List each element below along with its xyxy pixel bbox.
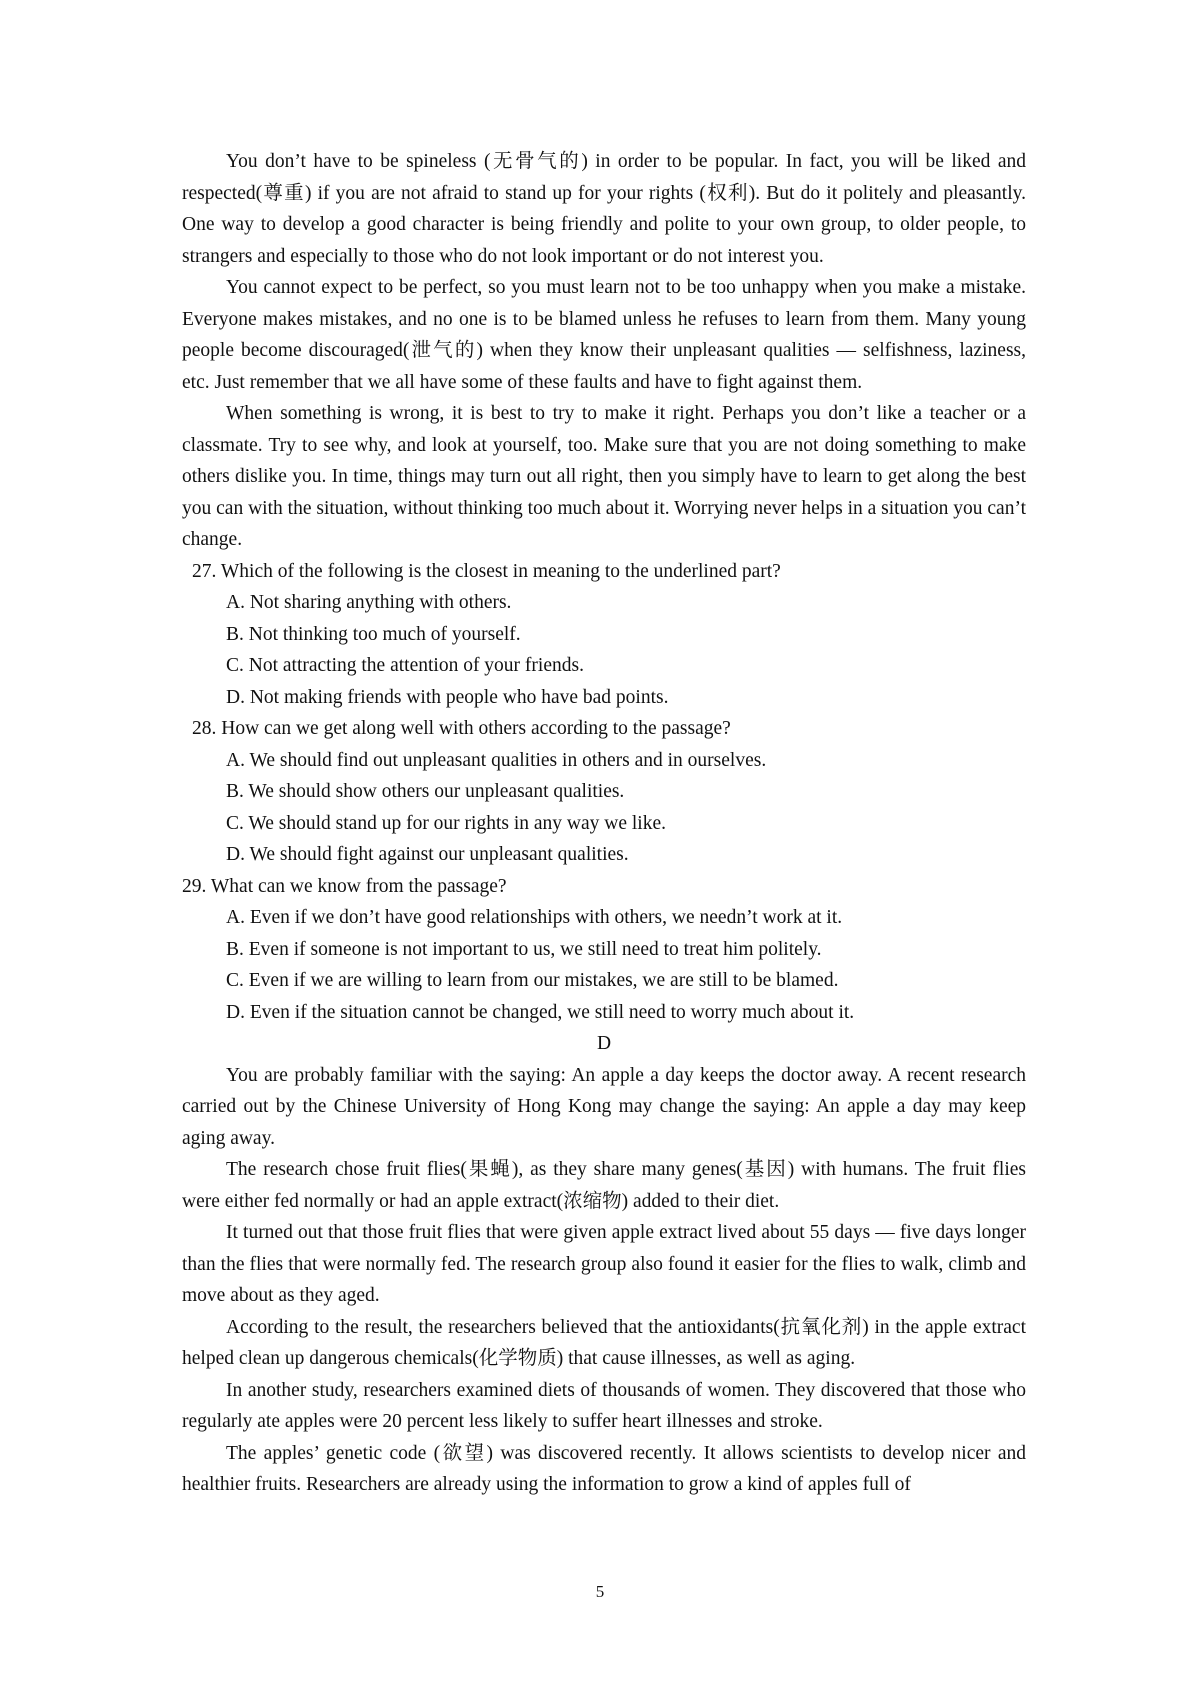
question-stem: 27. Which of the following is the closest in meaning to the underlined part? — [192, 560, 781, 582]
answer-option-a: A. Even if we don’t have good relationships with others, we needn’t work at it. — [226, 907, 843, 928]
passage-paragraph: You cannot expect to be perfect, so you must learn not to be too unhappy when you make a mistake. Everyone makes mistakes, and no one is to be blamed unless he refuses to learn from them. Many young people become discouraged(泄气的) when they know their unpleasant qualities — selfishness, laziness, etc. Just remember that we all have some of these faults and have to fight against them. — [182, 277, 1026, 393]
question-stem: 28. How can we get along well with others according to the passage? — [192, 718, 731, 739]
section-heading: D — [596, 1033, 612, 1054]
answer-option-a: A. We should find out unpleasant qualities in others and in ourselves. — [226, 749, 767, 771]
answer-option-d: D. Not making friends with people who have bad points. — [226, 686, 669, 708]
answer-option-b: B. Even if someone is not important to us, we still need to treat him politely. — [226, 938, 822, 960]
passage-paragraph: The research chose fruit flies(果蝇), as they share many genes(基因) with humans. The fruit flies were either fed normally or had an apple extract(浓缩物) added to their diet. — [182, 1159, 1026, 1212]
question-stem: 29. What can we know from the passage? — [182, 875, 507, 897]
answer-option-b: B. Not thinking too much of yourself. — [226, 623, 521, 645]
answer-option-c: C. Even if we are willing to learn from our mistakes, we are still to be blamed. — [226, 970, 839, 991]
answer-option-c: C. Not attracting the attention of your friends. — [226, 655, 584, 676]
question-27 — [182, 556, 1026, 714]
answer-option-c: C. We should stand up for our rights in any way we like. — [226, 812, 667, 834]
exam-page-body — [182, 146, 1026, 1501]
passage-paragraph: You are probably familiar with the saying: An apple a day keeps the doctor away. A recent research carried out by the Chinese University of Hong Kong may change the saying: An apple a day may keep aging away. — [182, 1064, 1026, 1149]
answer-option-d: D. We should fight against our unpleasant qualities. — [226, 844, 629, 865]
passage-paragraph: According to the result, the researchers believed that the antioxidants(抗氧化剂) in the apple extract helped clean up dangerous chemicals(化学物质) that cause illnesses, as well as aging. — [182, 1316, 1026, 1369]
answer-option-b: B. We should show others our unpleasant qualities. — [226, 781, 625, 802]
passage-paragraph: You don’t have to be spineless (无骨气的) in order to be popular. In fact, you will be liked and respected(尊重) if you are not afraid to stand up for your rights (权利). But do it politely and pleasantly. One way to develop a good character is being friendly and polite to your own group, to older people, to strangers and especially to those who do not look important or do not interest you. — [182, 151, 1026, 267]
passage-paragraph: When something is wrong, it is best to try to make it right. Perhaps you don’t like a teacher or a classmate. Try to see why, and look at yourself, too. Make sure that you are not doing something to make others dislike you. In time, things may turn out all right, then you simply have to learn to get along the best you can with the situation, without thinking too much about it. Worrying never helps in a situation you can’t change. — [182, 403, 1026, 550]
passage-paragraph: It turned out that those fruit flies that were given apple extract lived about 55 days — five days longer than the flies that were normally fed. The research group also found it easier for the flies to walk, climb and move about as they aged. — [182, 1222, 1026, 1306]
question-28 — [182, 713, 1026, 871]
page-number: 5 — [595, 1582, 605, 1601]
passage-paragraph: The apples’ genetic code (欲望) was discovered recently. It allows scientists to develop nicer and healthier fruits. Researchers are already using the information to grow a kind of apples full of — [182, 1442, 1027, 1495]
passage-paragraph: In another study, researchers examined diets of thousands of women. They discovered that those who regularly ate apples were 20 percent less likely to suffer heart illnesses and stroke. — [182, 1379, 1026, 1432]
answer-option-d: D. Even if the situation cannot be changed, we still need to worry much about it. — [226, 1001, 855, 1023]
question-29 — [182, 871, 1026, 1029]
answer-option-a: A. Not sharing anything with others. — [226, 592, 512, 613]
